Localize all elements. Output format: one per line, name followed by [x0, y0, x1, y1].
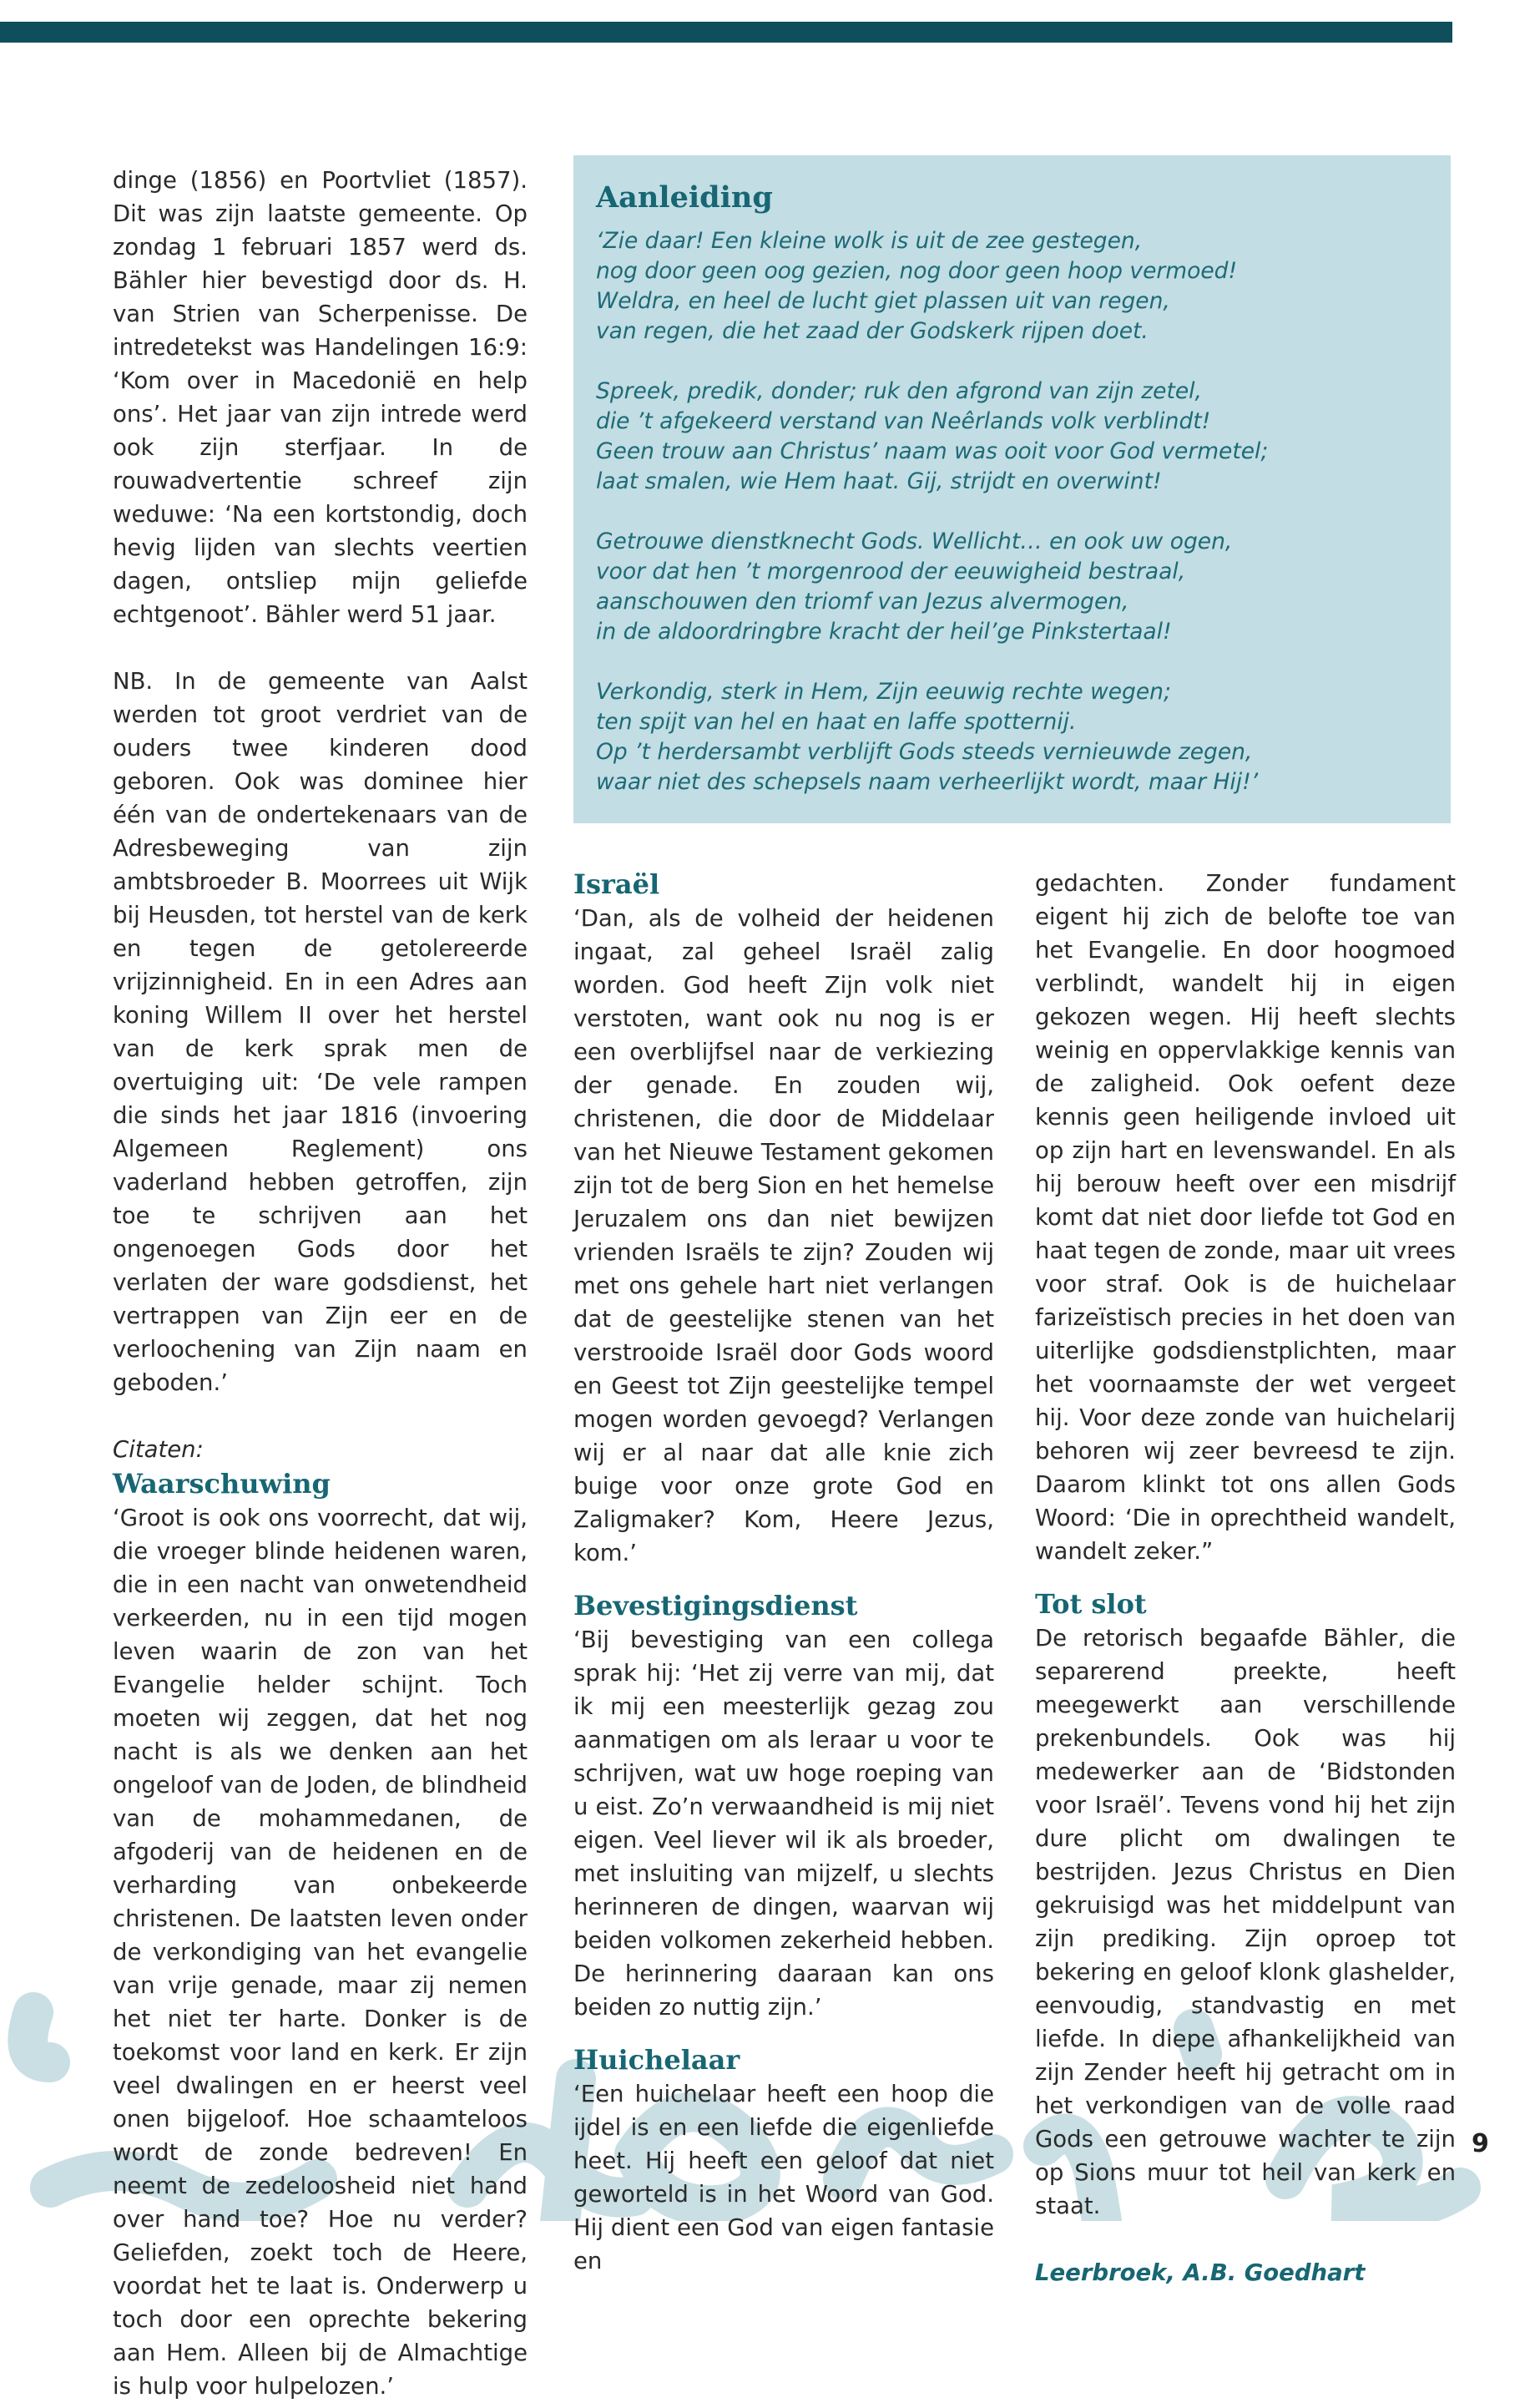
poem-line: ‘Zie daar! Een kleine wolk is uit de zee gestegen,	[596, 228, 1143, 254]
paragraph-biography-end: dinge (1856) en Poortvliet (1857). Dit was zijn laatste gemeente. Op zondag 1 februari 1857 werd ds. Bähler hier bevestigd door ds. H. van Strien van Scherpenisse. De intredetekst was Handelingen 16:9: ‘Kom over in Macedonië en help ons’. Het jaar van zijn intrede werd ook zijn sterfjaar. In de rouwadvertentie schreef zijn weduwe: ‘Na een kortstondig, doch hevig lijden van slechts veertien dagen, ontsliep mijn geliefde echtgenoot’. Bähler werd 51 jaar.	[113, 167, 528, 628]
heading-tot-slot: Tot slot	[1035, 1588, 1147, 1620]
poem-stanza	[596, 226, 1431, 347]
heading-huichelaar: Huichelaar	[573, 2044, 740, 2076]
quote-israel: ‘Dan, als de volheid der heidenen ingaat, zal geheel Israël zalig worden. God heeft Zijn volk niet verstoten, want ook nu nog is er een overblijfsel naar de verkiezing der genade. En zouden wij, christenen, die door de Middelaar van het Nieuwe Testament gekomen zijn tot de berg Sion en het hemelse Jeruzalem ons dan niet bewijzen vrienden Israëls te zijn? Zouden wij met ons gehele hart niet verlangen dat de geestelijke stenen van het verstrooide Israël door Gods woord en Geest tot Zijn geestelijke tempel mogen worden gevoegd? Verlangen wij er al naar dat alle knie zich buige voor onze grote God en Zaligmaker? Kom, Heere Jezus, kom.’	[573, 905, 994, 1566]
poem-line: ten spijt van hel en haat en laffe spotternij.	[596, 709, 1077, 735]
poem-line: waar niet des schepsels naam verheerlijkt wordt, maar Hij!’	[596, 769, 1259, 795]
heading-israel: Israël	[573, 868, 660, 900]
poem-line: laat smalen, wie Hem haat. Gij, strijdt en overwint!	[596, 468, 1162, 494]
poem-line: Verkondig, sterk in Hem, Zijn eeuwig rechte wegen;	[596, 679, 1171, 705]
poem-line: Geen trouw aan Christus’ naam was ooit voor God vermetel;	[596, 438, 1269, 464]
poem-line: van regen, die het zaad der Godskerk rijpen doet.	[596, 318, 1149, 344]
poem	[596, 226, 1431, 797]
poem-stanza	[596, 527, 1431, 647]
poem-stanza	[596, 677, 1431, 797]
quote-waarschuwing: ‘Groot is ook ons voorrecht, dat wij, die vroeger blinde heidenen waren, die in een nacht van onwetendheid verkeerden, nu in een tijd mogen leven waarin de zon van het Evangelie helder schijnt. Toch moeten wij zeggen, dat het nog nacht is als we denken aan het ongeloof van de Joden, de blindheid van de mohammedanen, de afgoderij van de heidenen en de verharding van onbekeerde christenen. De laatsten leven onder de verkondiging van het evangelie van vrije genade, maar zij nemen het niet ter harte. Donker is de toekomst voor land en kerk. Er zijn veel dwalingen en er heerst veel onen bijgeloof. Hoe schaamteloos wordt de zonde bedreven! En neemt de zedeloosheid niet hand over hand toe? Hoe nu verder? Geliefden, zoekt toch de Heere, voordat het te laat is. Onderwerp u toch door een oprechte bekering aan Hem. Alleen bij de Almachtige is hulp voor hulpelozen.’	[113, 1505, 528, 2400]
heading-bevestigingsdienst: Bevestigingsdienst	[573, 1590, 858, 1621]
right-column	[1035, 867, 1456, 2289]
paragraph-tot-slot: De retorisch begaafde Bähler, die separerend preekte, heeft meegewerkt aan verschillende prekenbundels. Ook was hij medewerker aan de ‘Bidstonden voor Israël’. Tevens vond hij het zijn dure plicht om dwalingen te bestrijden. Jezus Christus en Dien gekruisigd was het middelpunt van zijn prediking. Zijn oproep tot bekering en geloof klonk glashelder, eenvoudig, standvastig en met liefde. In diepe afhankelijkheid van zijn Zender heeft hij getracht om in het verkondigen van de volle raad Gods een getrouwe wachter te zijn op Sions muur tot heil van kerk en staat.	[1035, 1625, 1456, 2219]
poem-line: nog door geen oog gezien, nog door geen hoop vermoed!	[596, 258, 1238, 284]
poem-line: Spreek, predik, donder; ruk den afgrond van zijn zetel,	[596, 378, 1202, 404]
citaten-label: Citaten:	[113, 1436, 204, 1463]
poem-line: die ’t afgekeerd verstand van Neêrlands volk verblindt!	[596, 408, 1211, 434]
aanleiding-box	[573, 155, 1451, 823]
poem-line: in de aldoordringbre kracht der heil’ge Pinkstertaal!	[596, 619, 1172, 645]
top-color-bar	[0, 22, 1452, 43]
author-signature: Leerbroek, A.B. Goedhart	[1035, 2259, 1366, 2286]
poem-line: Op ’t herdersambt verblijft Gods steeds vernieuwde zegen,	[596, 739, 1253, 765]
poem-stanza	[596, 377, 1431, 497]
page-number: 9	[1472, 2129, 1489, 2158]
left-column	[113, 164, 528, 2403]
poem-line: Weldra, en heel de lucht giet plassen uit van regen,	[596, 288, 1170, 314]
quote-bevestigingsdienst: ‘Bij bevestiging van een collega sprak hij: ‘Het zij verre van mij, dat ik mij een meesterlijk gezag zou aanmatigen om als leraar u voor te schrijven, wat uw hoge roeping van u eist. Zo’n verwaandheid is mij niet eigen. Veel liever wil ik als broeder, met insluiting van mijzelf, u slechts herinneren de dingen, waarvan wij beiden volkomen zekerheid hebben. De herinnering daaraan kan ons beiden zo nuttig zijn.’	[573, 1626, 994, 2021]
paragraph-nb: NB. In de gemeente van Aalst werden tot groot verdriet van de ouders twee kinderen dood geboren. Ook was dominee hier één van de ondertekenaars van de Adresbeweging van zijn ambtsbroeder B. Moorrees uit Wijk bij Heusden, tot herstel van de kerk en tegen de getolereerde vrijzinnigheid. En in een Adres aan koning Willem II over het herstel van de kerk sprak men de overtuiging uit: ‘De vele rampen die sinds het jaar 1816 (invoering Algemeen Reglement) ons vaderland hebben getroffen, zijn toe te schrijven aan het ongenoegen Gods door het verlaten der ware godsdienst, het vertrappen van Zijn eer en de verloochening van Zijn naam en geboden.’	[113, 668, 528, 1396]
quote-huichelaar: ‘Een huichelaar heeft een hoop die ijdel is en een liefde die eigenliefde heet. Hij heeft een geloof dat niet geworteld is in het Woord van God. Hij dient een God van eigen fantasie en	[573, 2081, 994, 2274]
heading-aanleiding: Aanleiding	[596, 180, 773, 215]
middle-column	[573, 867, 994, 2278]
poem-line: Getrouwe dienstknecht Gods. Wellicht… en ook uw ogen,	[596, 529, 1233, 554]
quote-huichelaar-continued: gedachten. Zonder fundament eigent hij zich de belofte toe van het Evangelie. En door hoogmoed verblindt, wandelt hij in eigen gekozen wegen. Hij heeft slechts weinig en oppervlakkige kennis van de zaligheid. Ook oefent deze kennis geen heiligende invloed uit op zijn hart en levenswandel. En als hij berouw heeft over een misdrijf komt dat niet door liefde tot God en haat tegen de zonde, maar uit vrees voor straf. Ook is de huichelaar farizeïstisch precies in het doen van uiterlijke godsdienstplichten, maar het voornaamste der wet vergeet hij. Voor deze zonde van huichelarij behoren wij zeer bevreesd te zijn. Daarom klinkt tot ons allen Gods Woord: ‘Die in oprechtheid wandelt, wandelt zeker.”	[1035, 870, 1456, 1565]
heading-waarschuwing: Waarschuwing	[113, 1468, 331, 1500]
poem-line: aanschouwen den triomf van Jezus alvermogen,	[596, 589, 1129, 615]
poem-line: voor dat hen ’t morgenrood der eeuwigheid bestraal,	[596, 559, 1186, 584]
